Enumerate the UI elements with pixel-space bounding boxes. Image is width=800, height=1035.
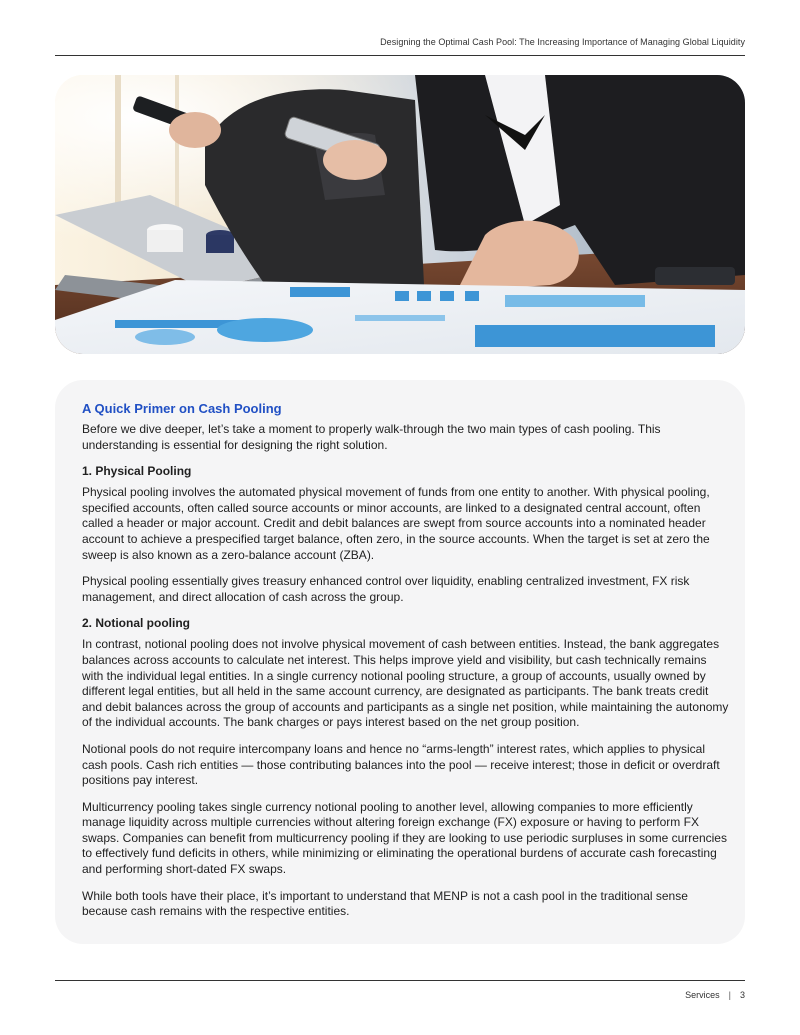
notional-pooling-paragraph-1: In contrast, notional pooling does not involve physical movement of cash between entities. Instead, the bank aggregates balances across accounts to calculate net interest. This helps improve yield and visibility, but cash technically remains with the individual legal entities. In a single currency notional pooling structure, a group of accounts, usually owned by different legal entities, but all held in the same account currency, are designated as participants. The bank treats credit and debit balances across the group of accounts and participants as a single net position, while maintaining the autonomy of the individual accounts. The bank charges or pays interest based on the net group position. [82, 637, 729, 730]
physical-pooling-paragraph-1: Physical pooling involves the automated physical movement of funds from one entity to another. With physical pooling, specified accounts, often called source accounts or minor accounts, are linked to a designated central account, often called a header or major account. Credit and debit balances are swept from source accounts into a nominated header account to achieve a prespecified target balance, often zero, in the source accounts. When the target is set at zero the sweep is also known as a zero-balance account (ZBA). [82, 485, 710, 562]
footer-section: Services [685, 990, 720, 1000]
physical-pooling-heading: 1. Physical Pooling [82, 464, 192, 479]
hero-photo [55, 75, 745, 354]
header-divider [55, 55, 745, 56]
footer-separator: | [728, 990, 731, 1000]
notional-pooling-paragraph-2: Notional pools do not require intercompany loans and hence no “arms-length” interest rates, which applies to physical cash pools. Cash rich entities — those contributing balances into the pool — receive interest; those in deficit or overdraft positions pay interest. [82, 741, 720, 788]
primer-card [55, 380, 745, 944]
primer-content [82, 401, 730, 931]
notional-pooling-paragraph-3: Multicurrency pooling takes single currency notional pooling to another level, allowing companies to more efficiently manage liquidity across multiple currencies without altering foreign exchange (FX) exposure or having to perform FX swaps. Companies can benefit from multicurrency pooling if they are looking to use periodic surpluses in some currencies to effectively fund deficits in others, while minimizing or eliminating the operational burdens of accurate cash forecasting and performing short-dated FX swaps. [82, 799, 727, 877]
section-title: A Quick Primer on Cash Pooling [82, 401, 282, 416]
notional-pooling-heading: 2. Notional pooling [82, 616, 190, 631]
photo-business-people-reviewing-charts [55, 75, 745, 354]
footer-divider [55, 980, 745, 981]
physical-pooling-paragraph-2: Physical pooling essentially gives treasury enhanced control over liquidity, enabling centralized investment, FX risk management, and direct allocation of cash across the group. [82, 574, 690, 604]
page-number: 3 [739, 990, 745, 1000]
page-footer [685, 990, 745, 1000]
notional-pooling-paragraph-4: While both tools have their place, it’s important to understand that MENP is not a cash pool in the traditional sense because cash remains with the respective entities. [82, 888, 688, 919]
running-header: Designing the Optimal Cash Pool: The Increasing Importance of Managing Global Liquidity [380, 37, 745, 47]
intro-paragraph: Before we dive deeper, let’s take a moment to properly walk-through the two main types of cash pooling. This understanding is essential for designing the right solution. [82, 422, 661, 452]
